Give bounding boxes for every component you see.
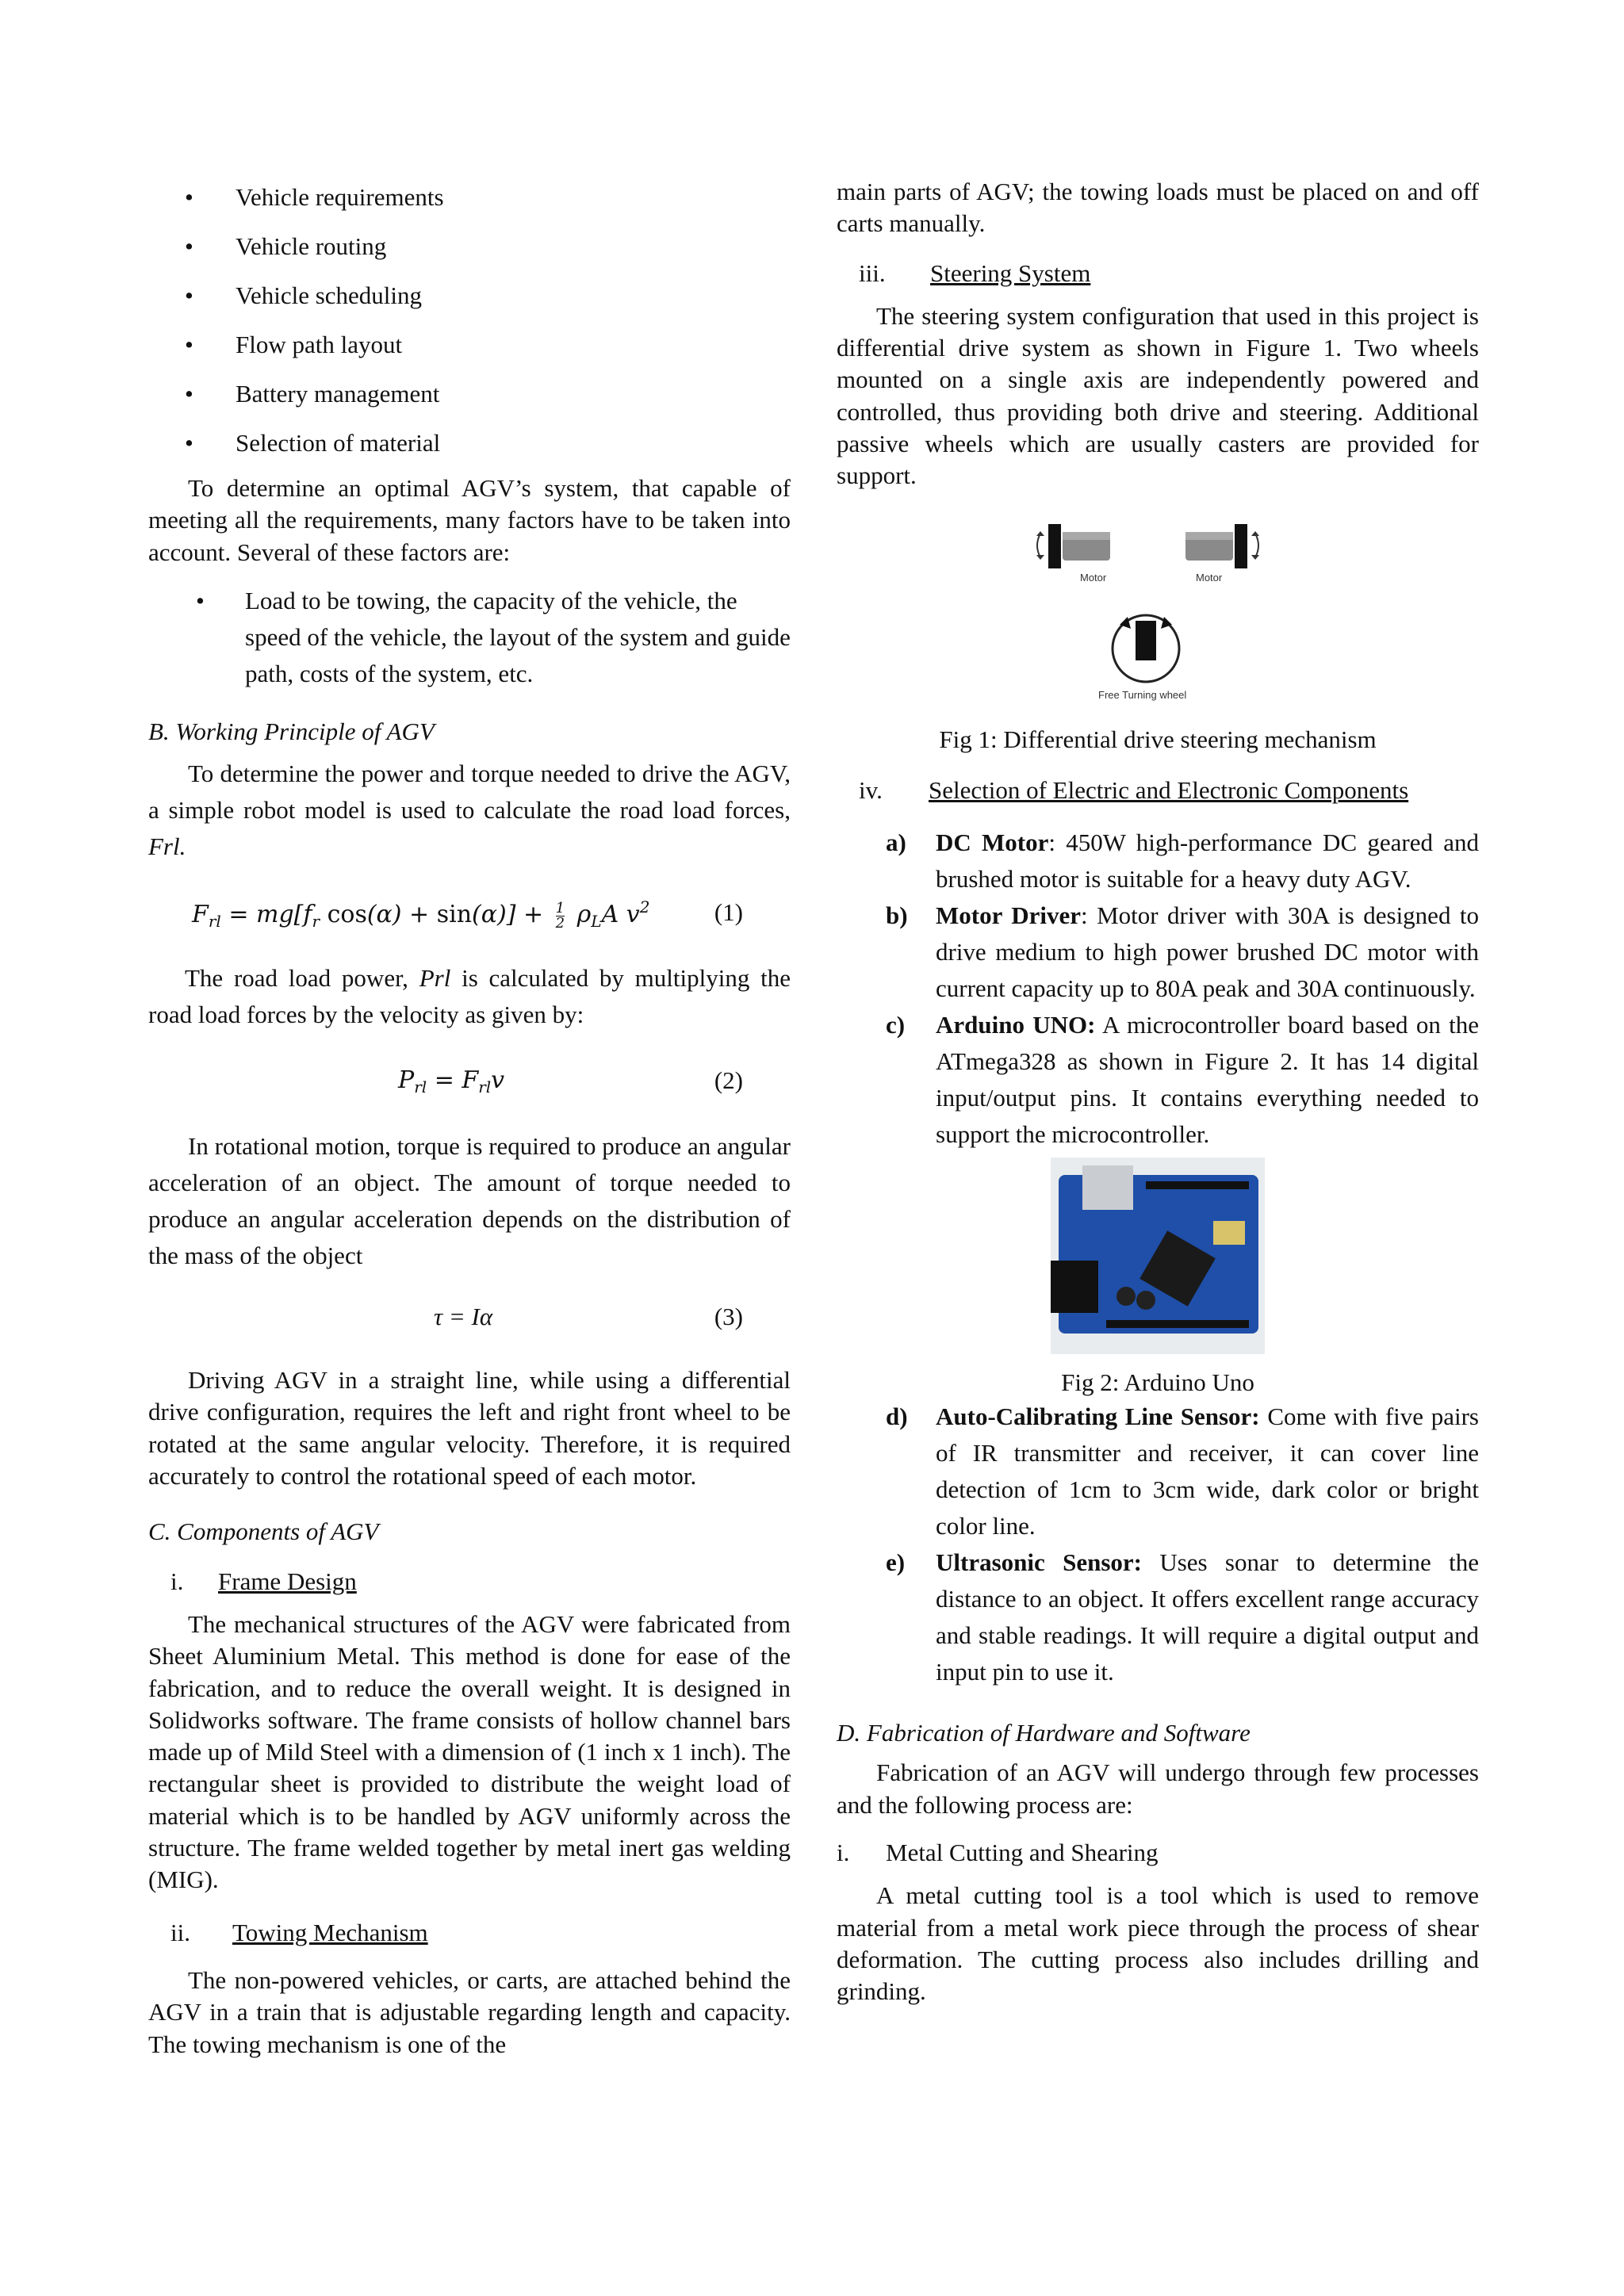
equation-2-expression: $P_{rl} = F_{rl}v$ [398,1066,505,1097]
equation-1-number: (1) [714,898,743,927]
metal-cutting-text: A metal cutting tool is a tool which is used to remove material from a metal work piece through the process of shear deformation. The cutting process also includes drilling and grinding. [837,1881,1479,2006]
equation-2 [148,1057,791,1112]
list-item: a) DC Motor: 450W high-performance DC geared and brushed motor is suitable for a heavy duty AGV. [886,828,1479,893]
list-item: c) Arduino UNO: A microcontroller board based on the ATmega328 as shown in Figure 2. It has 14 digital input/output pins. It contains everything needed to support the microcontroller. [886,1010,1479,1148]
selection-heading: iv. Selection of Electric and Electronic Components [859,776,1409,805]
list-item: • Vehicle scheduling [185,281,423,309]
equation-3-number: (3) [714,1303,743,1331]
frame-design-text: The mechanical structures of the AGV were fabricated from Sheet Aluminium Metal. This method is done for ease of the fabrication, and to reduce the overall weight. It is designed in Solidworks software. The frame consists of hollow channel bars made up of Mild Steel with a dimension of (1 inch x 1 inch). The rectangular sheet is provided to distribute the weight load of material which is to be handled by AGV uniformly across the structure. The frame welded together by metal inert gas welding (MIG). [148,1609,791,1894]
steering-text: The steering system configuration that used in this project is differential drive system as shown in Figure 1. Two wheels mounted on a single axis are independently powered and controlled, thus providing both drive and steering. Additional passive wheels which are usually casters are provided for support. [837,301,1479,490]
steering-heading: iii. Steering System [859,258,1091,287]
towing-text: The non-powered vehicles, or carts, are attached behind the AGV in a train that is adjustable regarding length and capacity. The towing mechanism is one of the [148,1965,791,2058]
list-item: • Selection of material [185,429,441,457]
frame-design-heading: i. Frame Design [170,1567,357,1595]
left-wheel [1048,524,1061,568]
caster-wheel [1136,621,1156,660]
metal-cutting-heading: i. Metal Cutting and Shearing [837,1839,1159,1867]
list-item: • Vehicle routing [185,232,387,260]
usb-connector [1082,1165,1133,1210]
figure-1-caption: Fig 1: Differential drive steering mechanism [939,725,1377,753]
differential-drive-diagram [1023,510,1293,708]
section-b-paragraph-4: Driving AGV in a straight line, while using a differential drive configuration, requires the left and right front wheel to be rotated at the same angular velocity. Therefore, it is required accurately to control the rotational speed of each motor. [148,1366,791,1490]
list-item: b) Motor Driver: Motor driver with 30A is designed to drive medium to high power brushed DC motor with current capacity up to 80A peak and 30A continuously. [886,901,1479,1002]
section-b-paragraph-2: The road load power, Prl is calculated by multiplying the road load forces by the velocity as given by: [148,964,791,1029]
figure-2 [837,1158,1479,1362]
left-column [148,173,791,2061]
equation-3-expression: τ = Iα [434,1303,493,1331]
section-b-paragraph-3: In rotational motion, torque is required to produce an angular acceleration of an object. The amount of torque needed to produce an angular acceleration depends on the distribution of the mass of the object [148,1132,791,1270]
section-c-heading: C. Components of AGV [148,1517,379,1546]
list-item: • Flow path layout [185,331,403,358]
right-wheel [1235,524,1247,568]
power-jack [1051,1261,1098,1313]
equation-1 [148,889,791,944]
components-list [837,825,1479,1153]
figure-1 [837,510,1479,716]
figure-2-caption: Fig 2: Arduino Uno [1061,1368,1254,1396]
motor-right-label: Motor [1196,571,1223,584]
list-item: • Vehicle requirements [185,183,444,211]
right-column [837,173,1479,2008]
equation-2-number: (2) [714,1066,743,1095]
frl-symbol: Frl. [148,832,186,861]
components-list-continued [837,1399,1479,1690]
list-item: d) Auto-Calibrating Line Sensor: Come with five pairs of IR transmitter and receiver, it can cover line detection of 1cm to 3cm wide, dark color or bright color line. [886,1402,1479,1540]
towing-continued-text: main parts of AGV; the towing loads must be placed on and off carts manually. [837,178,1479,238]
section-d-intro: Fabrication of an AGV will undergo through few processes and the following process are: [837,1758,1479,1819]
section-d-heading: D. Fabrication of Hardware and Software [837,1719,1251,1747]
equation-1-expression: $F_{rl} = mg[f_r$ cos(α) + sin(α)] + $\frac{1}{2}$ $\rho_LA$ $v^2$ [192,897,650,932]
factor-bullet: • Load to be towing, the capacity of the vehicle, the speed of the vehicle, the layout of the system and guide path, costs of the system, etc. [196,586,791,687]
towing-heading: ii. Towing Mechanism [170,1918,428,1946]
intro-paragraph: To determine an optimal AGV’s system, that capable of meeting all the requirements, many factors have to be taken into account. Several of these factors are: [148,474,791,566]
free-wheel-label: Free Turning wheel [1098,688,1187,701]
arduino-board-photo [1051,1158,1265,1354]
requirements-list [148,173,791,468]
equation-3 [148,1293,791,1349]
section-b-paragraph-1: To determine the power and torque needed to drive the AGV, a simple robot model is used to calculate the road load forces, Frl. [148,760,791,861]
motor-left-label: Motor [1080,571,1107,584]
section-b-heading: B. Working Principle of AGV [148,717,435,745]
prl-symbol: Prl [419,964,451,993]
list-item: • Battery management [185,380,440,408]
list-item: e) Ultrasonic Sensor: Uses sonar to determine the distance to an object. It offers excellent range accuracy and stable readings. It will require a digital output and input pin to use it. [886,1548,1479,1686]
